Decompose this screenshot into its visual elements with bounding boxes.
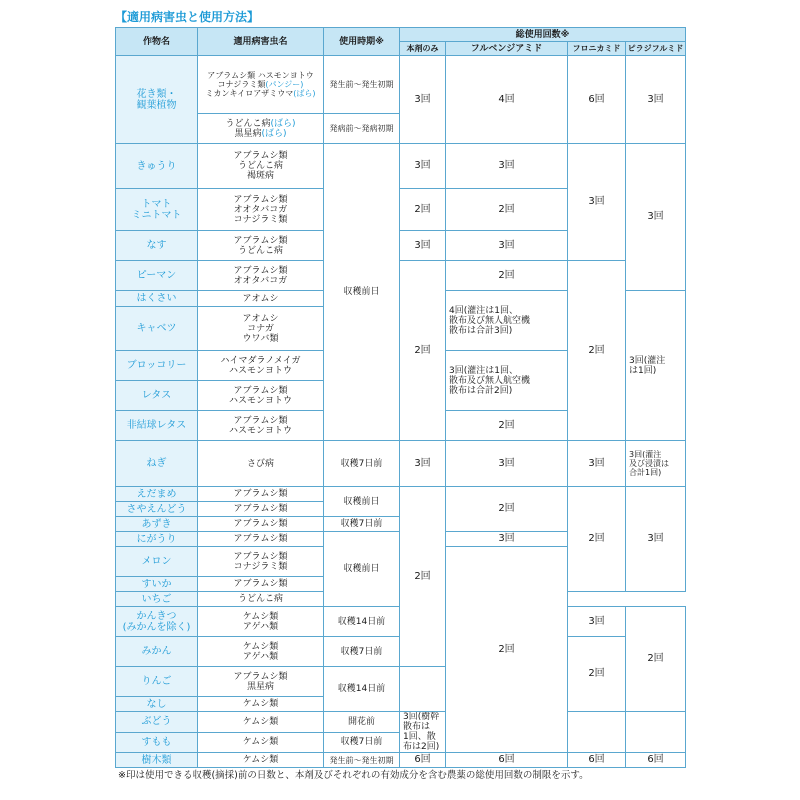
- count-cell: 3回: [626, 144, 686, 291]
- table-row: [116, 261, 686, 291]
- header-total: 総使用回数※: [400, 28, 686, 42]
- table-row: [116, 712, 686, 733]
- pest-cell: アブラムシ類 コナジラミ類: [198, 547, 324, 577]
- count-cell: 4回: [446, 56, 568, 144]
- count-cell: 2回: [400, 261, 446, 441]
- timing-cell: 収穫7日前: [324, 732, 400, 753]
- pest-text: 黒星病(ばら): [234, 128, 287, 139]
- crop-cell: なす: [116, 231, 198, 261]
- footnote: ※印は使用できる収穫(摘採)前の日数と、本剤及びそれぞれの有効成分を含む農薬の総使用回数の制限を示す。: [118, 770, 589, 781]
- pest-cell: [198, 114, 324, 144]
- count-cell: 3回: [400, 231, 446, 261]
- crop-cell: えだまめ: [116, 487, 198, 502]
- crop-cell: にがうり: [116, 532, 198, 547]
- pest-cell: アオムシ コナガ ウワバ類: [198, 307, 324, 351]
- note-cell: 3回(樹幹散布は 1回、散布は2回): [400, 712, 446, 753]
- count-cell: 3回: [568, 607, 626, 637]
- crop-cell: 花き類・ 観葉植物: [116, 56, 198, 144]
- note-cell: 4回(灌注は1回、 散布及び無人航空機 散布は合計3回): [446, 291, 568, 351]
- pest-text: ミカンキイロアザミウマ(ばら): [205, 89, 316, 98]
- crop-cell: はくさい: [116, 291, 198, 307]
- count-cell: 6回: [568, 56, 626, 144]
- pest-cell: [198, 56, 324, 114]
- count-cell: 3回: [446, 532, 568, 547]
- count-cell: 2回: [568, 637, 626, 712]
- timing-cell: 発病前～発病初期: [324, 114, 400, 144]
- count-cell: 2回: [446, 261, 568, 291]
- header-row: [116, 28, 686, 42]
- count-cell: 2回: [626, 607, 686, 712]
- count-cell: 3回: [446, 144, 568, 189]
- count-cell: 2回: [400, 189, 446, 231]
- crop-cell: ブロッコリー: [116, 351, 198, 381]
- count-cell: 2回: [568, 487, 626, 592]
- pest-cell: アブラムシ類 ハスモンヨトウ: [198, 411, 324, 441]
- header-flubendiamide: フルベンジアミド: [446, 42, 568, 56]
- count-cell: 3回: [400, 56, 446, 144]
- pest-cell: アブラムシ類: [198, 487, 324, 502]
- crop-cell: かんきつ (みかんを除く): [116, 607, 198, 637]
- count-cell: 6回: [568, 753, 626, 768]
- crop-cell: さやえんどう: [116, 502, 198, 517]
- pest-cell: さび病: [198, 441, 324, 487]
- count-cell: 3回: [568, 441, 626, 487]
- timing-cell: 収穫前日: [324, 532, 400, 607]
- timing-cell: 収穫14日前: [324, 667, 400, 712]
- timing-cell: 収穫前日: [324, 144, 400, 441]
- count-cell: 2回: [446, 487, 568, 532]
- pest-cell: ケムシ類: [198, 712, 324, 733]
- note-cell: 3回(灌注は1回、 散布及び無人航空機 散布は合計2回): [446, 351, 568, 411]
- count-cell: 3回(灌注 及び浸漬は 合計1回): [626, 441, 686, 487]
- header-flonicamid: フロニカミド: [568, 42, 626, 56]
- count-cell: 6回: [446, 753, 568, 768]
- crop-cell: きゅうり: [116, 144, 198, 189]
- pest-cell: ケムシ類 アゲハ類: [198, 607, 324, 637]
- count-cell: 3回: [446, 231, 568, 261]
- crop-cell: ピーマン: [116, 261, 198, 291]
- pest-cell: ケムシ類 アゲハ類: [198, 637, 324, 667]
- crop-cell: すいか: [116, 577, 198, 592]
- pest-cell: アブラムシ類 オオタバコガ コナジラミ類: [198, 189, 324, 231]
- pest-cell: アブラムシ類 ハスモンヨトウ: [198, 381, 324, 411]
- timing-cell: 開花前: [324, 712, 400, 733]
- crop-cell: メロン: [116, 547, 198, 577]
- table-row: [116, 441, 686, 487]
- timing-cell: 収穫7日前: [324, 637, 400, 667]
- header-this-only: 本剤のみ: [400, 42, 446, 56]
- count-cell: 6回: [626, 753, 686, 768]
- table-row: [116, 753, 686, 768]
- count-cell: 3回: [400, 441, 446, 487]
- crop-cell: みかん: [116, 637, 198, 667]
- timing-cell: 発生前～発生初期: [324, 56, 400, 114]
- pest-cell: ケムシ類: [198, 697, 324, 712]
- timing-cell: 発生前～発生初期: [324, 753, 400, 768]
- crop-cell: すもも: [116, 732, 198, 753]
- pest-cell: アブラムシ類: [198, 577, 324, 592]
- pest-cell: ケムシ類: [198, 732, 324, 753]
- pest-cell: アブラムシ類: [198, 532, 324, 547]
- crop-cell: なし: [116, 697, 198, 712]
- crop-cell: キャベツ: [116, 307, 198, 351]
- crop-cell: ぶどう: [116, 712, 198, 733]
- pest-cell: アブラムシ類 うどんこ病: [198, 231, 324, 261]
- section-title: 【適用病害虫と使用方法】: [115, 10, 260, 24]
- count-cell: 3回: [626, 56, 686, 144]
- count-cell: 2回: [446, 411, 568, 441]
- count-cell: 2回: [568, 261, 626, 441]
- timing-cell: 収穫前日: [324, 487, 400, 517]
- crop-cell: レタス: [116, 381, 198, 411]
- table-row: [116, 56, 686, 114]
- header-timing: 使用時期※: [324, 28, 400, 56]
- pest-cell: うどんこ病: [198, 592, 324, 607]
- header-pest: 適用病害虫名: [198, 28, 324, 56]
- timing-cell: 収穫7日前: [324, 517, 400, 532]
- count-cell: 3回: [626, 487, 686, 592]
- pest-cell: アブラムシ類 黒星病: [198, 667, 324, 697]
- pest-cell: ハイマダラノメイガ ハスモンヨトウ: [198, 351, 324, 381]
- count-cell: 3回: [568, 144, 626, 261]
- pest-cell: アブラムシ類 オオタバコガ: [198, 261, 324, 291]
- pest-cell: アブラムシ類 うどんこ病 褐斑病: [198, 144, 324, 189]
- crop-cell: トマト ミニトマト: [116, 189, 198, 231]
- empty-cell: [626, 712, 686, 753]
- crop-cell: りんご: [116, 667, 198, 697]
- pest-cell: アオムシ: [198, 291, 324, 307]
- count-cell: 2回: [446, 547, 568, 753]
- timing-cell: 収穫7日前: [324, 441, 400, 487]
- crop-cell: あずき: [116, 517, 198, 532]
- pest-cell: ケムシ類: [198, 753, 324, 768]
- pest-text: アブラムシ類 ハスモンヨトウ: [207, 71, 314, 80]
- pesticide-usage-document: [115, 8, 685, 768]
- pest-text: コナジラミ類(パンジー): [217, 80, 304, 89]
- pest-cell: アブラムシ類: [198, 517, 324, 532]
- header-pyraflumid: ピラジフルミド: [626, 42, 686, 56]
- count-cell: 6回: [400, 753, 446, 768]
- table-row: [116, 144, 686, 189]
- timing-cell: 収穫14日前: [324, 607, 400, 637]
- count-cell: 3回: [446, 441, 568, 487]
- header-crop: 作物名: [116, 28, 198, 56]
- count-cell: 2回: [446, 189, 568, 231]
- pest-cell: アブラムシ類: [198, 502, 324, 517]
- count-cell: 3回: [400, 144, 446, 189]
- count-cell: 2回: [400, 487, 446, 667]
- table-row: [116, 487, 686, 502]
- pest-text: うどんこ病(ばら): [225, 118, 296, 129]
- crop-cell: ねぎ: [116, 441, 198, 487]
- usage-table: [115, 27, 686, 768]
- crop-cell: いちご: [116, 592, 198, 607]
- count-cell: 3回(灌注 は1回): [626, 291, 686, 441]
- empty-cell: [568, 712, 626, 753]
- crop-cell: 非結球レタス: [116, 411, 198, 441]
- crop-cell: 樹木類: [116, 753, 198, 768]
